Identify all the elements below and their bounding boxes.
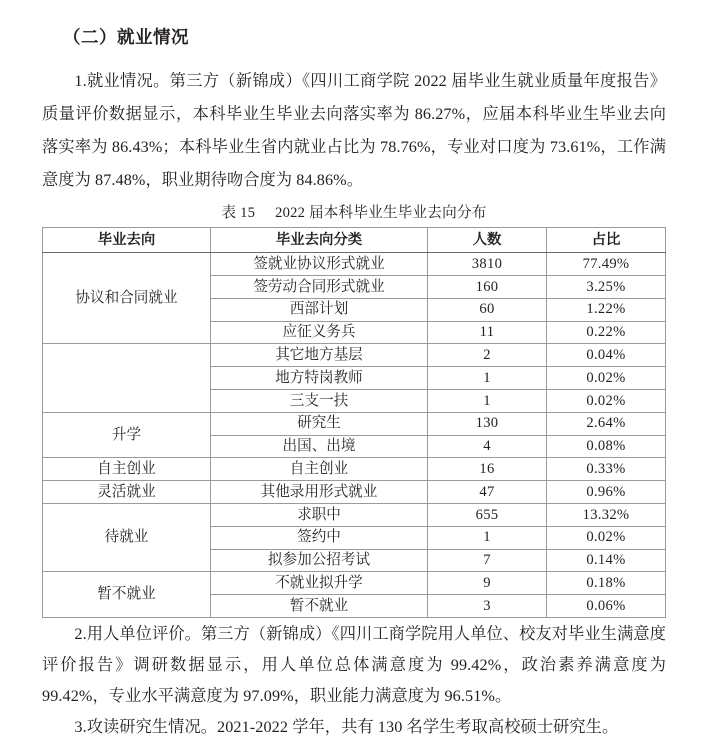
cell-category: 签就业协议形式就业 — [211, 253, 428, 276]
cell-count: 7 — [428, 549, 547, 572]
cell-percent: 1.22% — [547, 298, 666, 321]
cell-category: 不就业拟升学 — [211, 572, 428, 595]
paragraph-employment-overview: 1.就业情况。第三方（新锦成）《四川工商学院 2022 届毕业生就业质量年度报告》质量评价数据显示，本科毕业生毕业去向落实率为 86.27%，应届本科毕业生毕业去向落实率为 86.43%；本科毕业生省内就业占比为 78.76%，专业对口度为 73.61%，工作满意度为 87.48%，职业期待吻合度为 84.86%。 — [42, 72, 666, 190]
cell-count: 130 — [428, 412, 547, 435]
row-group-label: 自主创业 — [43, 458, 211, 481]
table-container — [0, 227, 708, 618]
cell-count: 60 — [428, 298, 547, 321]
table-row — [43, 504, 666, 527]
table-row — [43, 458, 666, 481]
cell-count: 655 — [428, 504, 547, 527]
table-row — [43, 481, 666, 504]
cell-count: 9 — [428, 572, 547, 595]
cell-category: 其他录用形式就业 — [211, 481, 428, 504]
table-body — [43, 253, 666, 618]
table-row — [43, 412, 666, 435]
cell-category: 签劳动合同形式就业 — [211, 276, 428, 299]
cell-category: 暂不就业 — [211, 595, 428, 618]
document-page — [0, 15, 708, 735]
cell-percent: 13.32% — [547, 504, 666, 527]
intro-paragraph-block — [0, 65, 708, 197]
table-header — [43, 228, 666, 253]
cell-count: 11 — [428, 321, 547, 344]
cell-percent: 3.25% — [547, 276, 666, 299]
cell-count: 160 — [428, 276, 547, 299]
row-group-label: 灵活就业 — [43, 481, 211, 504]
cell-category: 应征义务兵 — [211, 321, 428, 344]
cell-percent: 0.02% — [547, 390, 666, 413]
table-row — [43, 344, 666, 367]
row-group-label: 待就业 — [43, 504, 211, 572]
cell-percent: 0.02% — [547, 367, 666, 390]
cell-percent: 0.22% — [547, 321, 666, 344]
table-caption-label: 表 15 — [221, 205, 256, 222]
cell-count: 16 — [428, 458, 547, 481]
column-header-percent: 占比 — [547, 228, 666, 253]
column-header-category: 毕业去向分类 — [211, 228, 428, 253]
cell-count: 1 — [428, 526, 547, 549]
cell-category: 其它地方基层 — [211, 344, 428, 367]
cell-count: 3 — [428, 595, 547, 618]
row-group-label: 协议和合同就业 — [43, 253, 211, 344]
graduate-destination-table — [42, 227, 666, 618]
cell-category: 自主创业 — [211, 458, 428, 481]
cell-percent: 0.14% — [547, 549, 666, 572]
cell-percent: 0.06% — [547, 595, 666, 618]
row-group-label: 暂不就业 — [43, 572, 211, 618]
cell-category: 研究生 — [211, 412, 428, 435]
page-title: （二）就业情况 — [63, 27, 189, 48]
closing-paragraph-block — [0, 618, 708, 743]
paragraph-employer-evaluation: 2.用人单位评价。第三方（新锦成）《四川工商学院用人单位、校友对毕业生满意度评价报告》调研数据显示，用人单位总体满意度为 99.42%，政治素养满意度为 99.42%，专业水平满意度为 97.09%，职业能力满意度为 96.51%。 — [42, 625, 666, 706]
paragraph-postgraduate-study: 3.攻读研究生情况。2021-2022 学年，共有 130 名学生考取高校硕士研究生。 — [74, 718, 619, 737]
cell-percent: 0.08% — [547, 435, 666, 458]
cell-category: 地方特岗教师 — [211, 367, 428, 390]
table-header-row — [43, 228, 666, 253]
cell-count: 4 — [428, 435, 547, 458]
row-group-label: 升学 — [43, 412, 211, 458]
cell-count: 1 — [428, 367, 547, 390]
row-group-label — [43, 344, 211, 412]
cell-percent: 77.49% — [547, 253, 666, 276]
cell-category: 签约中 — [211, 526, 428, 549]
cell-count: 2 — [428, 344, 547, 367]
column-header-destination: 毕业去向 — [43, 228, 211, 253]
cell-category: 三支一扶 — [211, 390, 428, 413]
cell-count: 3810 — [428, 253, 547, 276]
table-row — [43, 572, 666, 595]
table-row — [43, 253, 666, 276]
cell-percent: 0.18% — [547, 572, 666, 595]
cell-count: 47 — [428, 481, 547, 504]
table-caption-title: 2022 届本科毕业生毕业去向分布 — [275, 205, 487, 222]
cell-percent: 0.02% — [547, 526, 666, 549]
cell-count: 1 — [428, 390, 547, 413]
cell-percent: 0.96% — [547, 481, 666, 504]
cell-percent: 2.64% — [547, 412, 666, 435]
cell-category: 西部计划 — [211, 298, 428, 321]
cell-category: 求职中 — [211, 504, 428, 527]
cell-category: 拟参加公招考试 — [211, 549, 428, 572]
table-caption — [0, 201, 708, 222]
cell-percent: 0.33% — [547, 458, 666, 481]
column-header-count: 人数 — [428, 228, 547, 253]
cell-percent: 0.04% — [547, 344, 666, 367]
cell-category: 出国、出境 — [211, 435, 428, 458]
